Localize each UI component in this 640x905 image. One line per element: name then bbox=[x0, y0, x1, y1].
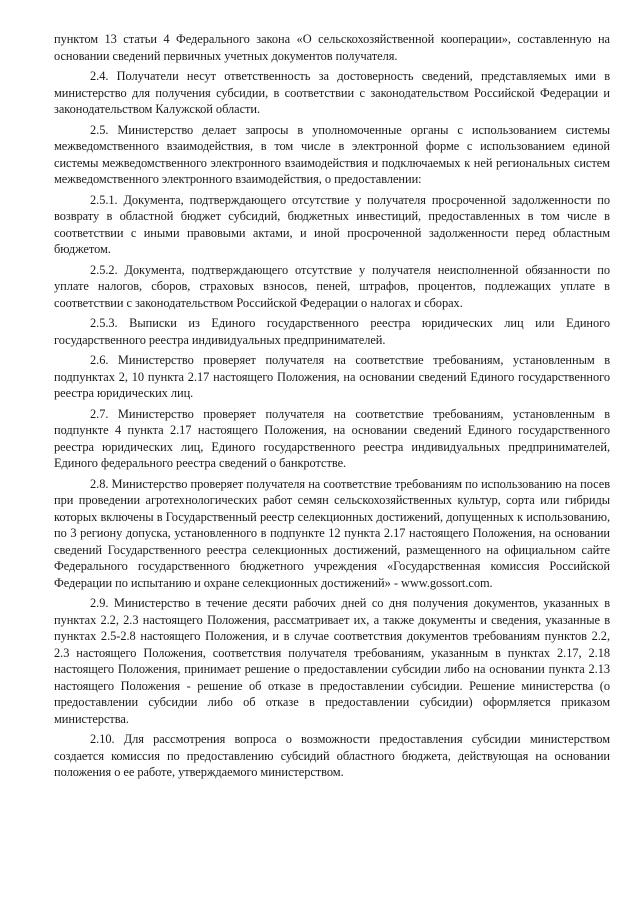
paragraph-2-10: 2.10. Для рассмотрения вопроса о возможности предоставления субсидии министерством создается комиссия по предоставлению субсидий областного бюджета, действующая на основании положения о ее работе, утверждаемого министерством. bbox=[54, 732, 610, 779]
paragraph-2-9: 2.9. Министерство в течение десяти рабочих дней со дня получения документов, указанных в пунктах 2.2, 2.3 настоящего Положения, рассматривает их, а также документы и сведения, указанные в пунктах 2.5-2.8 настоящего Положения, и в случае соответствия документов требованиям пунктов 2.2, 2.3 настоящего Положения, соответствия получателя требованиям, указанным в пунктах 2.17, 2.18 настоящего Положения, принимает решение о предоставлении субсидии либо на основании пункта 2.13 настоящего Положения - решение об отказе в предоставлении субсидии. Решение министерства (о предоставлении субсидии либо об отказе в предоставлении субсидии) оформляется приказом министерства. bbox=[54, 596, 610, 726]
paragraph-2-4: 2.4. Получатели несут ответственность за достоверность сведений, представляемых ими в министерство для получения субсидии, в соответствии с законодательством Российской Федерации и законодательством Калужской области. bbox=[54, 69, 610, 116]
paragraph-continuation: пунктом 13 статьи 4 Федерального закона «О сельскохозяйственной кооперации», составленную на основании сведений первичных учетных документов получателя. bbox=[54, 32, 610, 63]
paragraph-2-5: 2.5. Министерство делает запросы в уполномоченные органы с использованием системы межведомственного взаимодействия, в том числе в электронной форме с использованием единой системы межведомственного электронного взаимодействия и подключаемых к ней региональных систем межведомственного электронного взаимодействия, о предоставлении: bbox=[54, 122, 610, 186]
paragraph-2-5-1: 2.5.1. Документа, подтверждающего отсутствие у получателя просроченной задолженности по возврату в областной бюджет субсидий, бюджетных инвестиций, предоставленных в том числе в соответствии с иными правовыми актами, и иной просроченной задолженности перед областным бюджетом. bbox=[54, 192, 610, 256]
paragraph-2-6: 2.6. Министерство проверяет получателя на соответствие требованиям, установленным в подпунктах 2, 10 пункта 2.17 настоящего Положения, на основании сведений Единого государственного реестра юридических лиц. bbox=[54, 353, 610, 400]
paragraph-2-8: 2.8. Министерство проверяет получателя на соответствие требованиям по использованию на посев при проведении агротехнологических работ семян сельскохозяйственных культур, сорта или гибриды которых включены в Государственный реестр селекционных достижений, допущенных к использованию, по 3 региону допуска, установленного в подпункте 12 пункта 2.17 настоящего Положения, на основании сведений Государственного реестра селекционных достижений, размещенного на официальном сайте Федерального государственного бюджетного учреждения «Государственная комиссия Российской Федерации по испытанию и охране селекционных достижений» - www.gossort.com. bbox=[54, 476, 610, 590]
paragraph-2-7: 2.7. Министерство проверяет получателя на соответствие требованиям, установленным в подпункте 4 пункта 2.17 настоящего Положения, на основании сведений Единого государственного реестра юридических лиц, Единого государственного реестра индивидуальных предпринимателей, Единого федерального реестра сведений о банкротстве. bbox=[54, 406, 610, 470]
paragraph-2-5-3: 2.5.3. Выписки из Единого государственного реестра юридических лиц или Единого государственного реестра индивидуальных предпринимателей. bbox=[54, 316, 610, 347]
paragraph-2-5-2: 2.5.2. Документа, подтверждающего отсутствие у получателя неисполненной обязанности по уплате налогов, сборов, страховых взносов, пеней, штрафов, процентов, подлежащих уплате в соответствии с законодательством Российской Федерации о налогах и сборах. bbox=[54, 262, 610, 310]
